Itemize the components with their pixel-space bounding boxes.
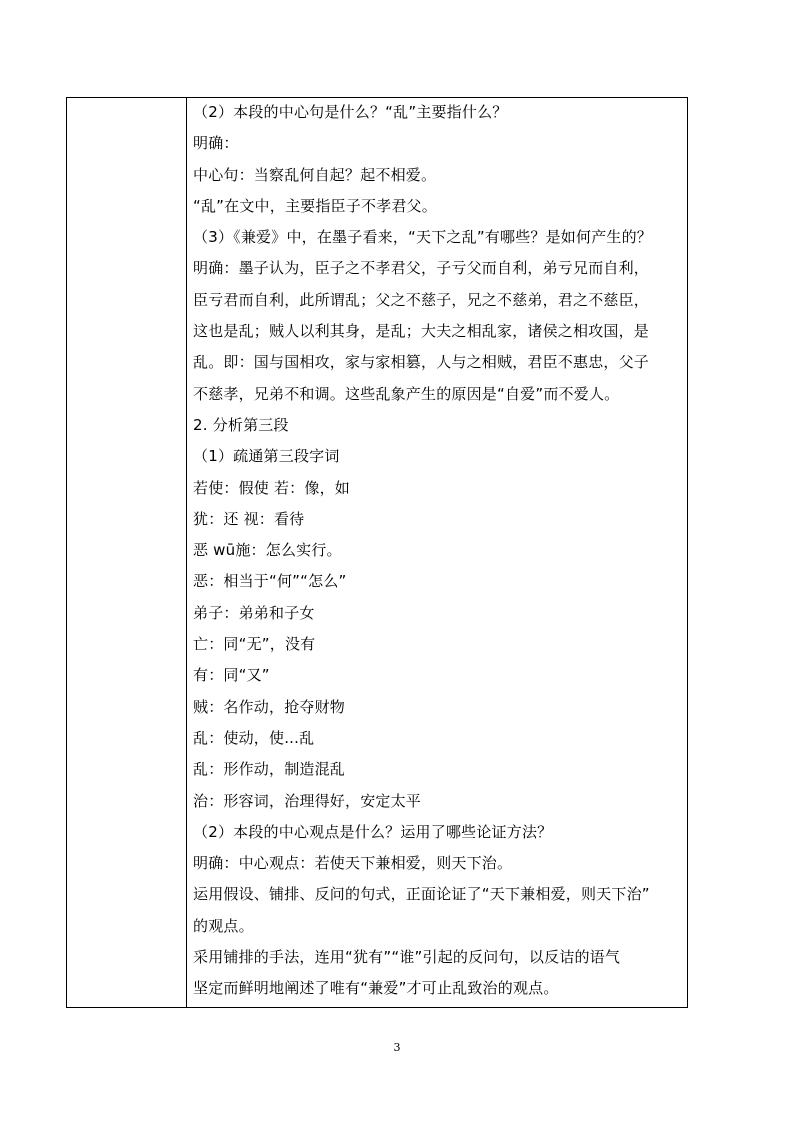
text-line: 明确：墨子认为，臣子之不孝君父，子亏父而自利，弟亏兄而自利， xyxy=(193,259,650,278)
text-line: 弟子：弟弟和子女 xyxy=(193,603,315,622)
text-line: 有：同“又” xyxy=(193,666,270,685)
text-line: 不慈孝，兄弟不和调。这些乱象产生的原因是“自爱”而不爱人。 xyxy=(193,384,620,403)
text-line: 治：形容词，治理得好，安定太平 xyxy=(193,791,422,810)
text-line: 的观点。 xyxy=(193,916,254,935)
text-line: 中心句：当察乱何自起？起不相爱。 xyxy=(193,165,437,184)
page-number: 3 xyxy=(393,1041,401,1054)
section-heading: 2. 分析第三段 xyxy=(193,415,289,434)
text-line: 运用假设、铺排、反问的句式，正面论证了“天下兼相爱，则天下治” xyxy=(193,885,650,904)
table-content-cell xyxy=(193,97,683,1005)
text-line: 乱：形作动，制造混乱 xyxy=(193,760,346,779)
text-line: （2）本段的中心观点是什么？运用了哪些论证方法？ xyxy=(193,822,553,841)
text-line: 这也是乱；贼人以利其身，是乱；大夫之相乱家，诸侯之相攻国，是 xyxy=(193,322,650,341)
text-line: 明确：中心观点：若使天下兼相爱，则天下治。 xyxy=(193,854,513,873)
table-column-divider xyxy=(186,97,187,1008)
text-line: （2）本段的中心句是什么？“乱”主要指什么？ xyxy=(193,103,508,121)
text-line: 若使：假使 若：像，如 xyxy=(193,478,350,497)
text-line: 采用铺排的手法，连用“犹有”“谁”引起的反问句，以反诘的语气 xyxy=(193,948,621,967)
text-line: 明确： xyxy=(193,134,239,153)
text-line: 贼：名作动，抢夺财物 xyxy=(193,697,346,716)
text-line: 坚定而鲜明地阐述了唯有“兼爱”才可止乱致治的观点。 xyxy=(193,979,559,998)
text-line: （1）疏通第三段字词 xyxy=(193,447,340,466)
text-line: “乱”在文中，主要指臣子不孝君父。 xyxy=(193,196,437,215)
text-line: 亡：同“无”，没有 xyxy=(193,635,316,654)
text-line: 乱：使动，使...乱 xyxy=(193,728,315,747)
text-line: 臣亏君而自利，此所谓乱；父之不慈子，兄之不慈弟，君之不慈臣， xyxy=(193,290,650,309)
text-line: 恶：相当于“何”“怎么” xyxy=(193,572,347,591)
text-line: 恶 wū施：怎么实行。 xyxy=(193,541,342,560)
text-line: 乱。即：国与国相攻，家与家相篡，人与之相贼，君臣不惠忠，父子 xyxy=(193,353,650,372)
text-line: 犹：还 视：看待 xyxy=(193,509,305,528)
text-line: （3）《兼爱》中，在墨子看来，“天下之乱”有哪些？是如何产生的？ xyxy=(193,228,652,247)
